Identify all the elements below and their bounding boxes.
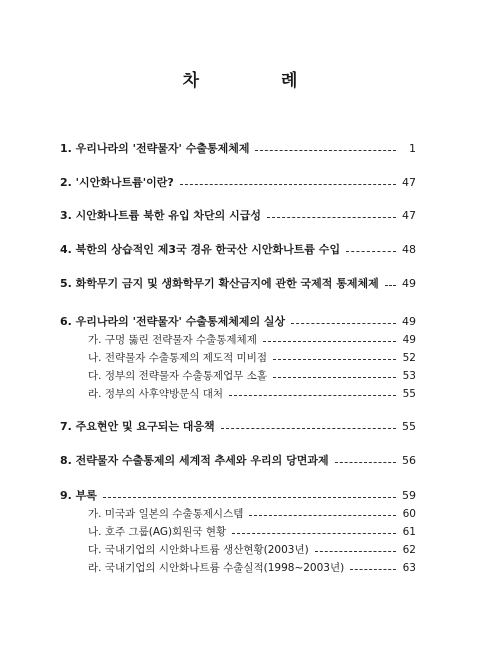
toc-entry-text: 나. 전략물자 수출통제의 제도적 미비점 — [88, 352, 267, 364]
toc-page-number: 55 — [402, 420, 416, 433]
toc-entry-text: 다. 정부의 전략물자 수출통제업무 소홀 — [88, 370, 267, 382]
dot-leader — [263, 341, 396, 342]
toc-entry-text: 가. 구멍 뚫린 전략물자 수출통제체제 — [88, 334, 257, 346]
toc-page-number: 49 — [402, 277, 416, 290]
dot-leader — [291, 323, 396, 324]
toc-page-number: 62 — [402, 544, 416, 556]
dot-leader — [232, 533, 396, 534]
toc-page-number: 52 — [402, 352, 416, 364]
toc-title: 차 례 — [182, 71, 336, 91]
toc-entry-text: 1. 우리나라의 '전략물자' 수출통제체제 — [60, 142, 250, 155]
dot-leader — [346, 251, 396, 252]
toc-entry-text: 라. 국내기업의 시안화나트륨 수출실적(1998~2003년) — [88, 562, 345, 574]
toc-entry-text: 다. 국내기업의 시안화나트륨 생산현황(2003년) — [88, 544, 309, 556]
toc-page-number: 49 — [402, 315, 416, 328]
toc-entry-5 — [60, 276, 416, 292]
toc-entry-text: 나. 호주 그룹(AG)회원국 현황 — [88, 526, 227, 538]
toc-subentry-9-ra — [88, 560, 416, 576]
toc-subentry-9-ga — [88, 506, 416, 522]
toc-entry-2 — [60, 175, 416, 191]
toc-entry-3 — [60, 208, 416, 224]
toc-page-number: 49 — [402, 334, 416, 346]
dot-leader — [180, 184, 396, 185]
dot-leader — [267, 217, 396, 218]
toc-page-number: 60 — [402, 508, 416, 520]
toc-entry-4 — [60, 242, 416, 258]
toc-entry-7 — [60, 419, 416, 435]
toc-page-number: 1 — [409, 142, 416, 155]
dot-leader — [385, 285, 396, 286]
toc-subentry-6-ga — [88, 332, 416, 348]
dot-leader — [350, 569, 396, 570]
toc-page-number: 48 — [402, 243, 416, 256]
toc-entry-text: 4. 북한의 상습적인 제3국 경유 한국산 시안화나트륨 수입 — [60, 243, 341, 256]
dot-leader — [249, 515, 396, 516]
toc-entry-text: 6. 우리나라의 '전략물자' 수출통제체제의 실상 — [60, 315, 286, 328]
dot-leader — [221, 428, 396, 429]
toc-entry-9 — [60, 488, 416, 504]
dot-leader — [273, 359, 396, 360]
dot-leader — [229, 395, 396, 396]
dot-leader — [103, 497, 396, 498]
toc-entry-text: 7. 주요현안 및 요구되는 대응책 — [60, 420, 215, 433]
toc-entry-6 — [60, 314, 416, 330]
toc-entry-1 — [60, 141, 416, 157]
toc-entry-text: 3. 시안화나트륨 북한 유입 차단의 시급성 — [60, 209, 261, 222]
toc-page-number: 56 — [402, 454, 416, 467]
toc-page-number: 61 — [402, 526, 416, 538]
toc-subentry-9-na — [88, 524, 416, 540]
toc-page-number: 55 — [402, 388, 416, 400]
toc-page-number: 63 — [402, 562, 416, 574]
toc-subentry-6-na — [88, 350, 416, 366]
toc-subentry-9-da — [88, 542, 416, 558]
dot-leader — [255, 150, 396, 151]
toc-subentry-6-da — [88, 368, 416, 384]
toc-page-number: 47 — [402, 209, 416, 222]
dot-leader — [273, 377, 396, 378]
toc-entry-text: 8. 전략물자 수출통제의 세계적 추세와 우리의 당면과제 — [60, 454, 329, 467]
dot-leader — [315, 551, 396, 552]
toc-entry-text: 라. 정부의 사후약방문식 대처 — [88, 388, 224, 400]
toc-page-number: 47 — [402, 176, 416, 189]
toc-page-number: 53 — [402, 370, 416, 382]
toc-entry-text: 9. 부록 — [60, 489, 97, 502]
toc-entry-8 — [60, 453, 416, 469]
toc-entry-text: 가. 미국과 일본의 수출통제시스템 — [88, 508, 244, 520]
dot-leader — [335, 462, 396, 463]
toc-entry-text: 5. 화학무기 금지 및 생화학무기 확산금지에 관한 국제적 통제체제 — [60, 277, 379, 290]
toc-subentry-6-ra — [88, 386, 416, 402]
toc-entry-text: 2. '시안화나트륨'이란? — [60, 176, 174, 189]
toc-page-number: 59 — [402, 489, 416, 502]
